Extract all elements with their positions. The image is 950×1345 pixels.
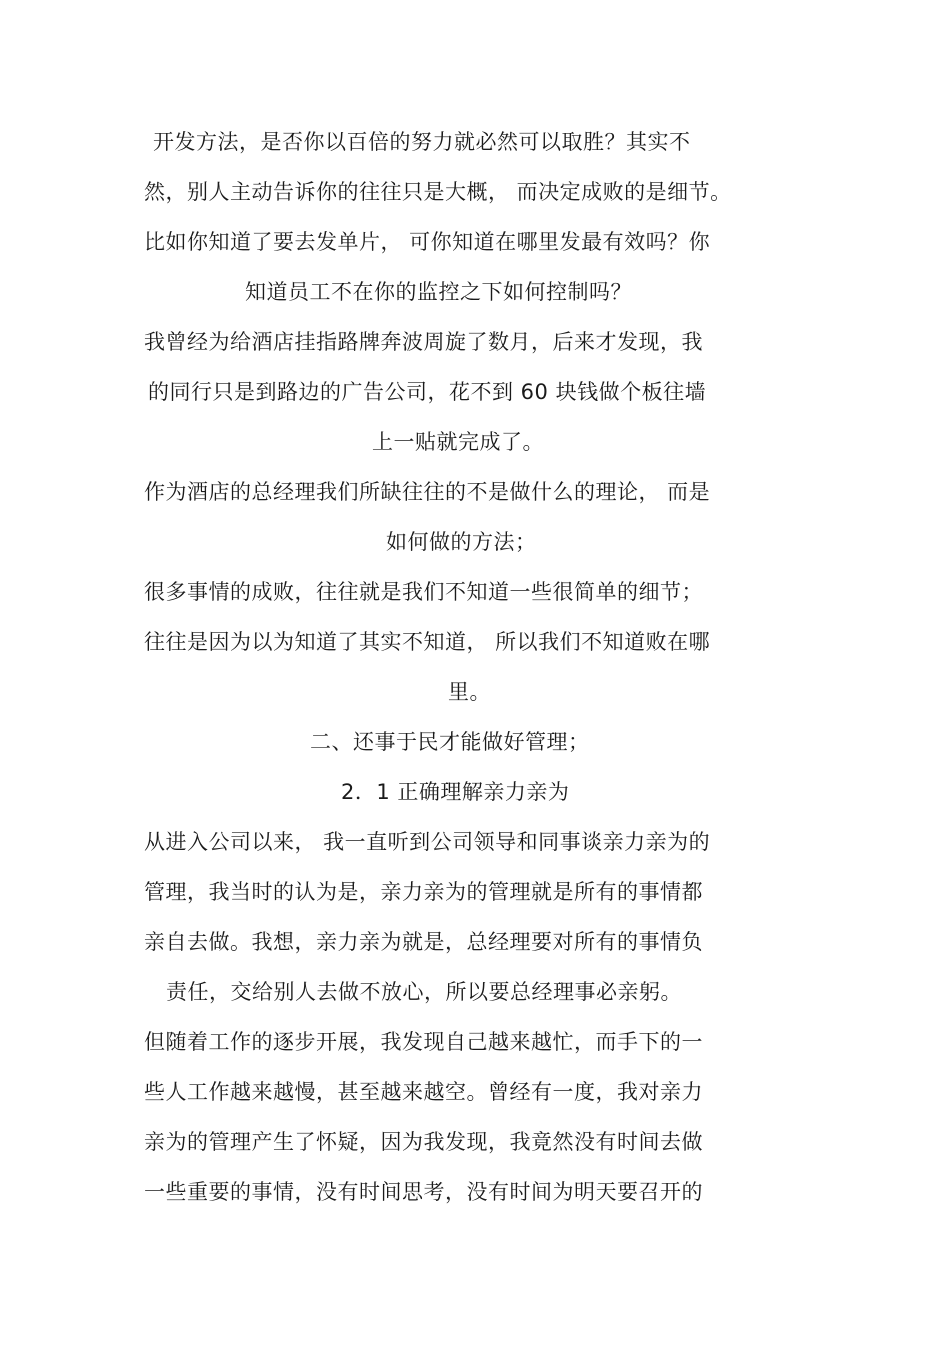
text-line: 上一贴就完成了。 — [372, 430, 544, 454]
text-line: 很多事情的成败，往往就是我们不知道一些很简单的细节； — [144, 580, 703, 604]
text-line: 责任，交给别人去做不放心，所以要总经理事必亲躬。 — [166, 980, 682, 1004]
text-line: 往往是因为以为知道了其实不知道， 所以我们不知道败在哪 — [144, 630, 711, 654]
text-line: 从进入公司以来， 我一直听到公司领导和同事谈亲力亲为的 — [144, 830, 711, 854]
text-line: 作为酒店的总经理我们所缺往往的不是做什么的理论， 而是 — [144, 480, 711, 504]
text-line: 一些重要的事情，没有时间思考，没有时间为明天要召开的 — [144, 1180, 703, 1204]
subsection-heading: 2．1 正确理解亲力亲为 — [341, 780, 570, 804]
text-line: 里。 — [448, 680, 491, 704]
text-line: 管理，我当时的认为是，亲力亲为的管理就是所有的事情都 — [144, 880, 703, 904]
text-line: 亲为的管理产生了怀疑，因为我发现，我竟然没有时间去做 — [144, 1130, 703, 1154]
text-line: 知道员工不在你的监控之下如何控制吗？ — [245, 280, 632, 304]
section-heading: 二、还事于民才能做好管理； — [310, 730, 590, 754]
text-line: 然，别人主动告诉你的往往只是大概， 而决定成败的是细节。 — [144, 180, 732, 204]
text-line: 的同行只是到路边的广告公司，花不到 60 块钱做个板往墙 — [148, 380, 707, 404]
text-line: 我曾经为给酒店挂指路牌奔波周旋了数月，后来才发现，我 — [144, 330, 703, 354]
text-line: 些人工作越来越慢，甚至越来越空。曾经有一度，我对亲力 — [144, 1080, 703, 1104]
text-line: 但随着工作的逐步开展，我发现自己越来越忙，而手下的一 — [144, 1030, 703, 1054]
text-line: 亲自去做。我想，亲力亲为就是，总经理要对所有的事情负 — [144, 930, 703, 954]
text-line: 比如你知道了要去发单片， 可你知道在哪里发最有效吗？你 — [144, 230, 711, 254]
text-line: 如何做的方法； — [386, 530, 537, 554]
text-line: 开发方法，是否你以百倍的努力就必然可以取胜？其实不 — [153, 130, 691, 154]
